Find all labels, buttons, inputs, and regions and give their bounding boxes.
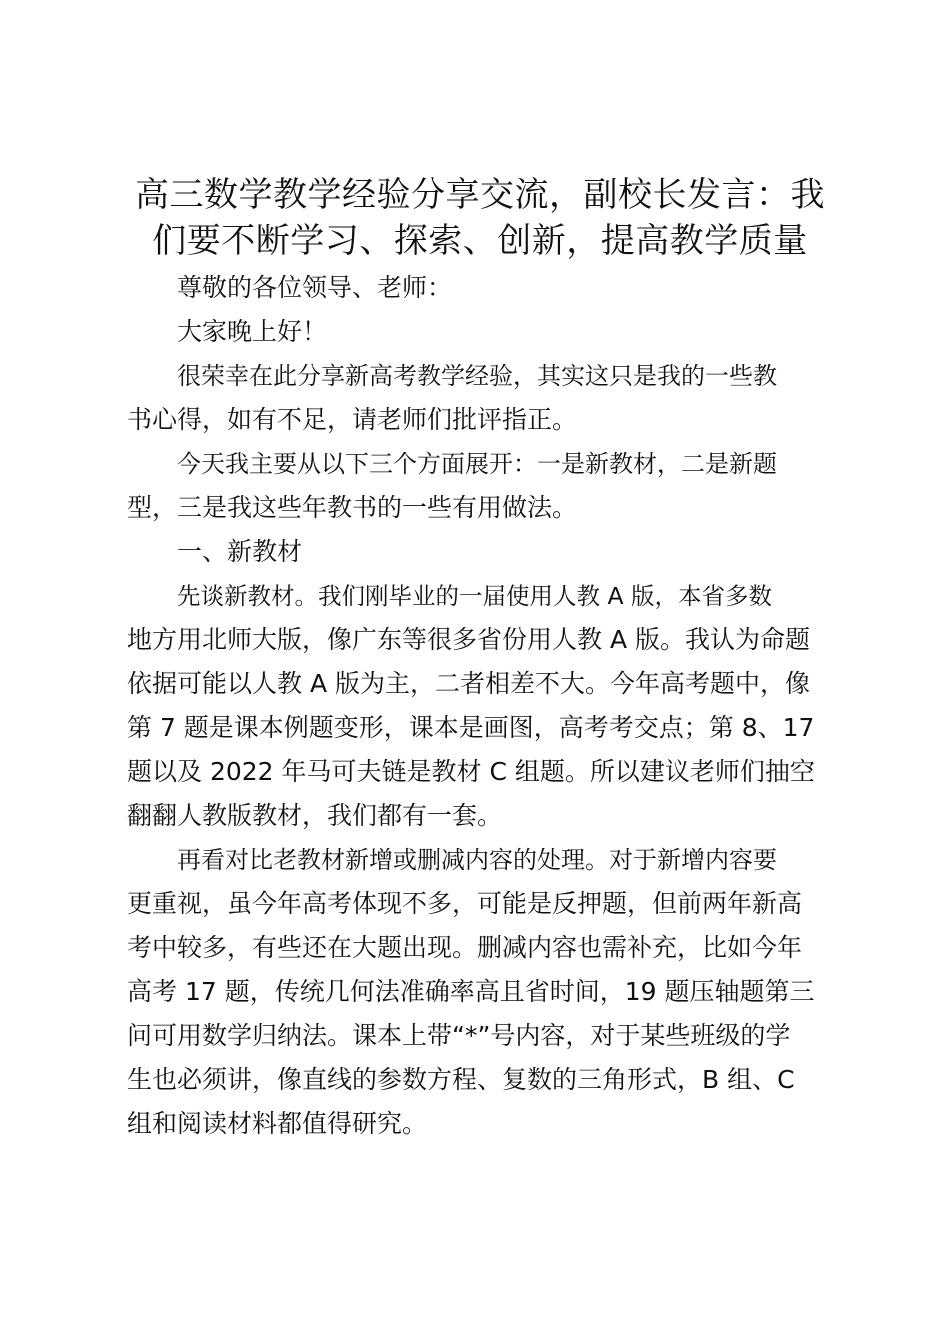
paragraph-content-changes — [127, 838, 833, 1146]
text-line: 再看对比老教材新增或删减内容的处理。对于新增内容要 — [177, 846, 777, 874]
text-line: 一、新教材 — [177, 537, 303, 566]
text-line: 第 7 题是课本例题变形，课本是画图，高考考交点；第 8、17 — [127, 713, 815, 742]
text-line: 很荣幸在此分享新高考教学经验，其实这只是我的一些教 — [177, 362, 777, 390]
text-line: 问可用数学归纳法。课本上带“*”号内容，对于某些班级的学 — [127, 1021, 791, 1050]
paragraph-intro — [127, 354, 833, 442]
text-line: 更重视，虽今年高考体现不多，可能是反押题，但前两年新高 — [127, 889, 803, 918]
text-line: 翻翻人教版教材，我们都有一套。 — [127, 801, 503, 830]
text-line: 生也必须讲，像直线的参数方程、复数的三角形式，B 组、C — [127, 1065, 795, 1094]
text-line: 组和阅读材料都值得研究。 — [127, 1109, 428, 1138]
title-line: 高三数学教学经验分享交流，副校长发言：我 — [135, 175, 825, 215]
text-line: 题以及 2022 年马可夫链是教材 C 组题。所以建议老师们抽空 — [127, 757, 815, 786]
text-line: 大家晚上好！ — [177, 317, 328, 346]
text-line: 书心得，如有不足，请老师们批评指正。 — [127, 405, 578, 434]
paragraph-textbook — [127, 574, 833, 838]
text-line: 考中较多，有些还在大题出现。删减内容也需补充，比如今年 — [127, 933, 803, 962]
text-line: 地方用北师大版，像广东等很多省份用人教 A 版。我认为命题 — [127, 625, 810, 654]
section-heading — [127, 530, 833, 574]
text-line: 依据可能以人教 A 版为主，二者相差不大。今年高考题中，像 — [127, 669, 810, 698]
salutation — [127, 266, 833, 310]
paragraph-outline — [127, 442, 833, 530]
document-title — [127, 172, 833, 264]
document-page — [127, 172, 833, 1146]
text-line: 先谈新教材。我们刚毕业的一届使用人教 A 版，本省多数 — [177, 582, 773, 610]
text-line: 高考 17 题，传统几何法准确率高且省时间，19 题压轴题第三 — [127, 977, 815, 1006]
title-line: 们要不断学习、探索、创新，提高教学质量 — [152, 221, 808, 261]
text-line: 型，三是我这些年教书的一些有用做法。 — [127, 493, 578, 522]
text-line: 尊敬的各位领导、老师： — [177, 273, 453, 302]
text-line: 今天我主要从以下三个方面展开：一是新教材，二是新题 — [177, 450, 777, 478]
document-body — [127, 266, 833, 1146]
greeting — [127, 310, 833, 354]
